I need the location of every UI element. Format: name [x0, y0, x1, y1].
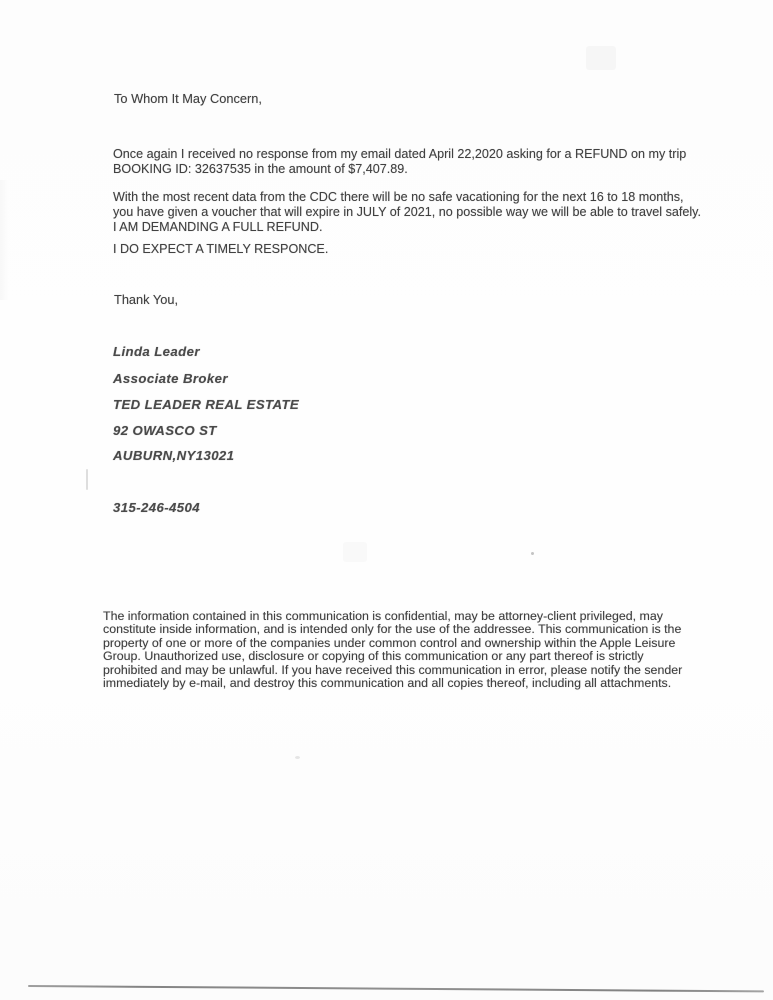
scan-speck	[531, 552, 534, 555]
text-line: The information contained in this communication is confidential, may be attorney-client privileged, may	[103, 609, 663, 623]
scan-smudge	[343, 542, 367, 562]
text-line: immediately by e-mail, and destroy this communication and all copies thereof, including all attachments.	[103, 675, 672, 690]
signature-job-title: Associate Broker	[113, 371, 228, 386]
salutation: To Whom It May Concern,	[114, 91, 262, 106]
timely-response-line: I DO EXPECT A TIMELY RESPONCE.	[113, 242, 329, 256]
confidentiality-disclaimer	[103, 609, 682, 689]
text-line: property of one or more of the companies under common control and ownership within the Apple Leisure	[103, 635, 676, 650]
text-line: I AM DEMANDING A FULL REFUND.	[113, 219, 323, 234]
signature-phone-number: 315-246-4504	[113, 500, 200, 515]
scan-page-bottom-edge	[28, 985, 764, 992]
text-line: you have given a voucher that will expire in JULY of 2021, no possible way we will be able to travel safely.	[113, 204, 702, 219]
scan-speck	[295, 756, 300, 759]
signature-name: Linda Leader	[113, 344, 200, 359]
signature-city-state-zip: AUBURN,NY13021	[113, 448, 235, 463]
text-line: prohibited and may be unlawful. If you have received this communication in error, please notify the sender	[103, 662, 683, 677]
scan-edge-shading	[0, 180, 8, 300]
text-line: Group. Unauthorized use, disclosure or copying of this communication or any part thereof is strictly	[103, 649, 644, 664]
text-line: With the most recent data from the CDC there will be no safe vacationing for the next 16 to 18 months,	[113, 190, 684, 204]
text-line: Once again I received no response from my email dated April 22,2020 asking for a REFUND on my trip	[113, 147, 687, 161]
text-line: BOOKING ID: 32637535 in the amount of $7,407.89.	[113, 161, 408, 176]
signature-company: TED LEADER REAL ESTATE	[113, 397, 300, 412]
paragraph-cdc-voucher	[113, 190, 701, 235]
closing: Thank You,	[114, 292, 179, 307]
signature-street-address: 92 OWASCO ST	[113, 423, 217, 438]
scan-smudge	[586, 46, 616, 70]
text-line: constitute inside information, and is intended only for the use of the addressee. This communication is the	[103, 622, 682, 637]
paragraph-refund-request	[113, 147, 686, 177]
scan-margin-mark	[86, 469, 88, 490]
